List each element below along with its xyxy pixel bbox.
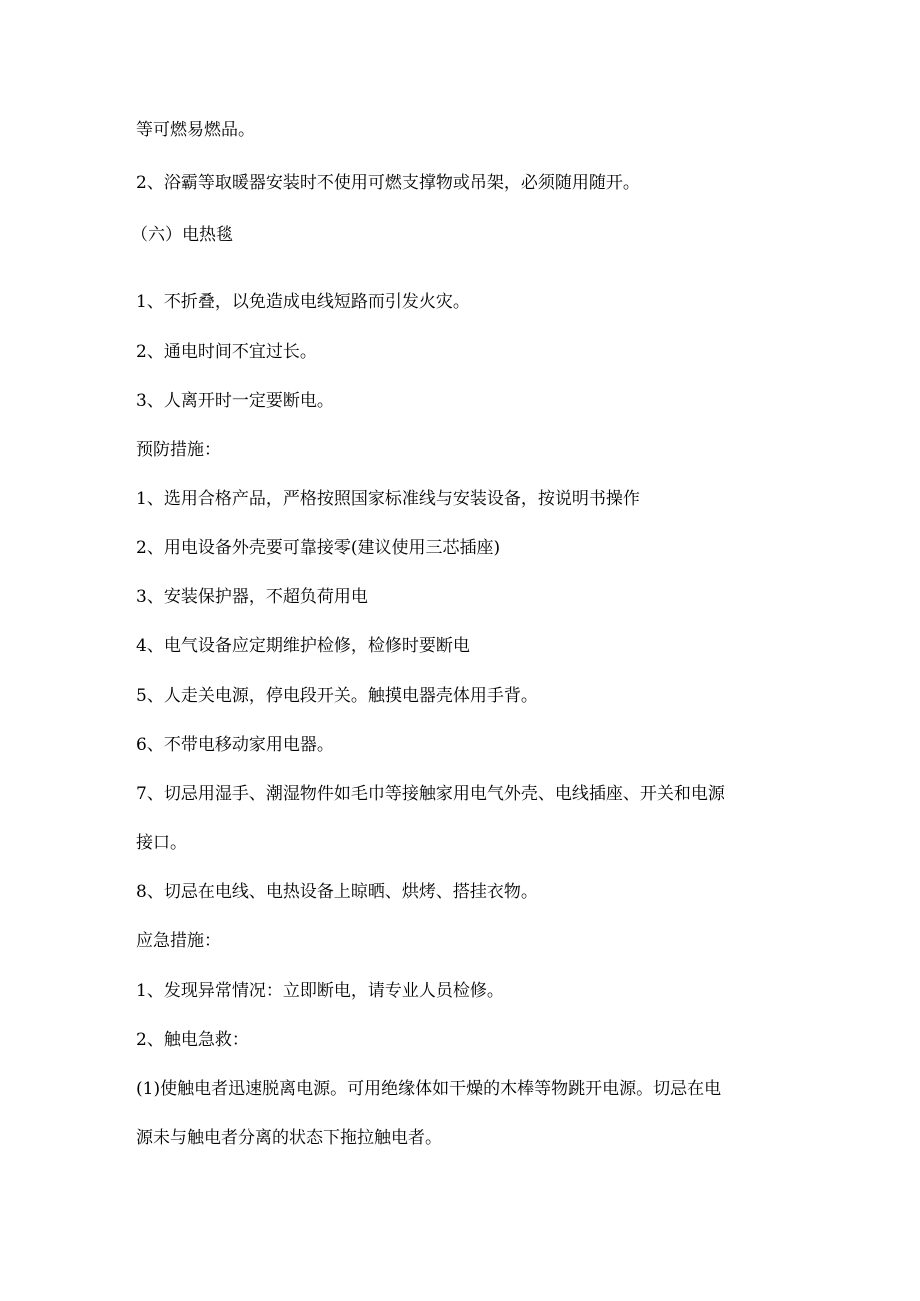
section-heading: 预防措施： xyxy=(136,440,221,460)
section-heading: （六）电热毯 xyxy=(131,225,233,245)
text-line: 5、人走关电源，停电段开关。触摸电器壳体用手背。 xyxy=(136,686,538,706)
text-line: 源未与触电者分离的状态下拖拉触电者。 xyxy=(136,1128,442,1148)
text-line: (1)使触电者迅速脱离电源。可用绝缘体如干燥的木棒等物跳开电源。切忌在电 xyxy=(136,1079,722,1099)
text-line: 4、电气设备应定期维护检修，检修时要断电 xyxy=(136,636,470,656)
section-heading: 应急措施： xyxy=(136,931,221,951)
text-line: 7、切忌用湿手、潮湿物件如毛巾等接触家用电气外壳、电线插座、开关和电源 xyxy=(136,784,725,804)
text-line: 3、人离开时一定要断电。 xyxy=(136,391,334,411)
text-line: 3、安装保护器，不超负荷用电 xyxy=(136,587,368,607)
text-line: 1、发现异常情况：立即断电，请专业人员检修。 xyxy=(136,981,504,1001)
text-line: 2、用电设备外壳要可靠接零(建议使用三芯插座) xyxy=(136,538,501,558)
text-line: 接口。 xyxy=(136,833,187,853)
text-line: 8、切忌在电线、电热设备上晾晒、烘烤、搭挂衣物。 xyxy=(136,882,538,902)
text-line: 2、浴霸等取暖器安装时不使用可燃支撑物或吊架，必须随用随开。 xyxy=(136,173,640,193)
text-line: 1、不折叠，以免造成电线短路而引发火灾。 xyxy=(136,292,470,312)
text-line: 等可燃易燃品。 xyxy=(136,120,255,140)
text-line: 1、选用合格产品，严格按照国家标准线与安装设备，按说明书操作 xyxy=(136,489,640,509)
text-line: 2、通电时间不宜过长。 xyxy=(136,342,317,362)
text-line: 6、不带电移动家用电器。 xyxy=(136,735,334,755)
text-line: 2、触电急救： xyxy=(136,1030,249,1050)
